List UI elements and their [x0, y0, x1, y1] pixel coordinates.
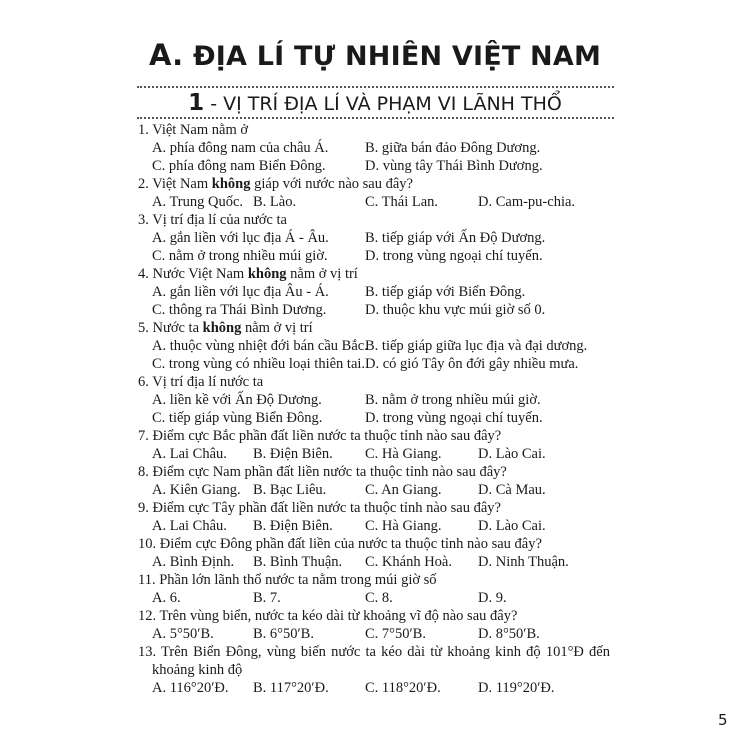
question: [0, 535, 750, 571]
answer-option: D. 9.: [478, 590, 507, 606]
answer-option: D. thuộc khu vực múi giờ số 0.: [365, 302, 546, 318]
question-text-part: nằm ở vị trí: [241, 320, 313, 336]
question-text: [138, 211, 287, 229]
answer-option: C. Thái Lan.: [365, 194, 439, 210]
answer-option: D. 8°50ʹB.: [478, 626, 540, 642]
question-text: [138, 373, 263, 391]
question-text: [138, 319, 313, 337]
question-text-part: 1. Việt Nam nằm ở: [138, 122, 249, 138]
answer-option: A. 6.: [152, 590, 181, 606]
question-text-part: giáp với nước nào sau đây?: [250, 176, 413, 192]
dotted-divider-bottom: [137, 117, 614, 119]
question-text-part: 12. Trên vùng biển, nước ta kéo dài từ khoảng vĩ độ nào sau đây?: [138, 608, 518, 624]
answer-option: C. 8.: [365, 590, 393, 606]
answer-option: C. tiếp giáp vùng Biển Đông.: [152, 410, 323, 426]
question-text: [138, 463, 507, 481]
answer-option: C. thông ra Thái Bình Dương.: [152, 302, 327, 318]
options-row: [0, 553, 750, 571]
question-text-part: 8. Điểm cực Nam phần đất liền nước ta thuộc tỉnh nào sau đây?: [138, 464, 507, 480]
answer-option: B. giữa bán đảo Đông Dương.: [365, 140, 541, 156]
emphasis-text: không: [202, 320, 242, 336]
answer-option: A. Trung Quốc.: [152, 194, 244, 210]
answer-option: A. Bình Định.: [152, 554, 235, 570]
answer-option: B. Bạc Liêu.: [253, 482, 327, 498]
answer-option: C. Hà Giang.: [365, 518, 442, 534]
answer-option: C. 7°50ʹB.: [365, 626, 426, 642]
question-text: [138, 643, 610, 679]
page-number: 5: [718, 711, 728, 729]
options-row: [0, 139, 750, 157]
answer-option: A. Lai Châu.: [152, 446, 227, 462]
answer-option: B. nằm ở trong nhiều múi giờ.: [365, 392, 541, 408]
question: [0, 571, 750, 607]
answer-option: A. 5°50ʹB.: [152, 626, 214, 642]
options-row: [0, 247, 750, 265]
options-row: [0, 157, 750, 175]
answer-option: B. Điện Biên.: [253, 518, 333, 534]
question: [0, 175, 750, 211]
answer-option: C. nằm ở trong nhiều múi giờ.: [152, 248, 328, 264]
options-row: [0, 481, 750, 499]
chapter-title-text: ĐỊA LÍ TỰ NHIÊN VIỆT NAM: [192, 41, 602, 72]
question: [0, 463, 750, 499]
question-text-part: 7. Điểm cực Bắc phần đất liền nước ta thuộc tỉnh nào sau đây?: [138, 428, 502, 444]
question-text-part: 9. Điểm cực Tây phần đất liền nước ta thuộc tỉnh nào sau đây?: [138, 500, 501, 516]
question: [0, 211, 750, 265]
answer-option: C. Hà Giang.: [365, 446, 442, 462]
answer-option: B. 117°20ʹĐ.: [253, 680, 329, 696]
answer-option: D. 119°20ʹĐ.: [478, 680, 555, 696]
answer-option: A. thuộc vùng nhiệt đới bán cầu Bắc.: [152, 338, 368, 354]
options-row: [0, 283, 750, 301]
question-text: [138, 607, 517, 625]
question-text: [138, 535, 542, 553]
answer-option: C. An Giang.: [365, 482, 442, 498]
question-text: [138, 571, 437, 589]
question-text-part: 11. Phần lớn lãnh thổ nước ta nằm trong múi giờ số: [138, 572, 437, 588]
answer-option: A. 116°20ʹĐ.: [152, 680, 229, 696]
answer-option: C. trong vùng có nhiều loại thiên tai.: [152, 356, 366, 372]
answer-option: A. gắn liền với lục địa Âu - Á.: [152, 284, 329, 300]
options-row: [0, 193, 750, 211]
answer-option: C. 118°20ʹĐ.: [365, 680, 441, 696]
chapter-title: [0, 38, 750, 72]
question: [0, 643, 750, 697]
options-row: [0, 679, 750, 697]
question: [0, 121, 750, 175]
question-list: [0, 121, 750, 697]
question-text-part: 4. Nước Việt Nam: [138, 266, 248, 282]
emphasis-text: không: [211, 176, 251, 192]
options-row: [0, 301, 750, 319]
answer-option: B. Bình Thuận.: [253, 554, 343, 570]
answer-option: B. 6°50ʹB.: [253, 626, 314, 642]
options-row: [0, 355, 750, 373]
question-text: [138, 121, 248, 139]
answer-option: D. Cam-pu-chia.: [478, 194, 576, 210]
answer-option: B. tiếp giáp với Biển Đông.: [365, 284, 526, 300]
section-title: [0, 90, 750, 116]
question-text: [138, 499, 501, 517]
question: [0, 319, 750, 373]
options-row: [0, 445, 750, 463]
options-row: [0, 589, 750, 607]
emphasis-text: không: [247, 266, 287, 282]
options-row: [0, 391, 750, 409]
answer-option: A. phía đông nam của châu Á.: [152, 140, 329, 156]
question-text: [138, 175, 413, 193]
question: [0, 499, 750, 535]
chapter-letter: A.: [148, 38, 184, 72]
answer-option: A. liền kề với Ấn Độ Dương.: [152, 392, 322, 408]
answer-option: D. Lào Cai.: [478, 518, 546, 534]
options-row: [0, 625, 750, 643]
answer-option: D. trong vùng ngoại chí tuyến.: [365, 410, 543, 426]
answer-option: D. vùng tây Thái Bình Dương.: [365, 158, 543, 174]
answer-option: D. trong vùng ngoại chí tuyến.: [365, 248, 543, 264]
question-text-part: 2. Việt Nam: [138, 176, 212, 192]
question-text-part: 3. Vị trí địa lí của nước ta: [138, 212, 287, 228]
options-row: [0, 409, 750, 427]
answer-option: D. Cà Mau.: [478, 482, 546, 498]
question-text-part: 13. Trên Biển Đông, vùng biển nước ta kéo dài từ khoảng kinh độ 101°Đ đến khoảng kinh độ: [138, 644, 610, 678]
answer-option: B. 7.: [253, 590, 281, 606]
question: [0, 607, 750, 643]
answer-option: D. có gió Tây ôn đới gây nhiều mưa.: [365, 356, 579, 372]
options-row: [0, 517, 750, 535]
answer-option: D. Lào Cai.: [478, 446, 546, 462]
question: [0, 373, 750, 427]
answer-option: B. tiếp giáp giữa lục địa và đại dương.: [365, 338, 588, 354]
question-text-part: nằm ở vị trí: [286, 266, 358, 282]
answer-option: D. Ninh Thuận.: [478, 554, 569, 570]
section-number: 1: [188, 90, 205, 116]
answer-option: B. tiếp giáp với Ấn Độ Dương.: [365, 230, 546, 246]
options-row: [0, 337, 750, 355]
answer-option: C. phía đông nam Biển Đông.: [152, 158, 326, 174]
section-title-text: - VỊ TRÍ ĐỊA LÍ VÀ PHẠM VI LÃNH THỔ: [204, 93, 562, 115]
answer-option: A. gắn liền với lục địa Á - Âu.: [152, 230, 329, 246]
question: [0, 427, 750, 463]
answer-option: B. Điện Biên.: [253, 446, 333, 462]
answer-option: C. Khánh Hoà.: [365, 554, 452, 570]
dotted-divider-top: [137, 86, 614, 88]
question-text: [138, 427, 501, 445]
answer-option: B. Lào.: [253, 194, 297, 210]
answer-option: A. Kiên Giang.: [152, 482, 241, 498]
answer-option: A. Lai Châu.: [152, 518, 227, 534]
question-text-part: 6. Vị trí địa lí nước ta: [138, 374, 264, 390]
question-text: [138, 265, 358, 283]
options-row: [0, 229, 750, 247]
question-text-part: 10. Điểm cực Đông phần đất liền của nước ta thuộc tỉnh nào sau đây?: [138, 536, 542, 552]
question: [0, 265, 750, 319]
question-text-part: 5. Nước ta: [138, 320, 203, 336]
